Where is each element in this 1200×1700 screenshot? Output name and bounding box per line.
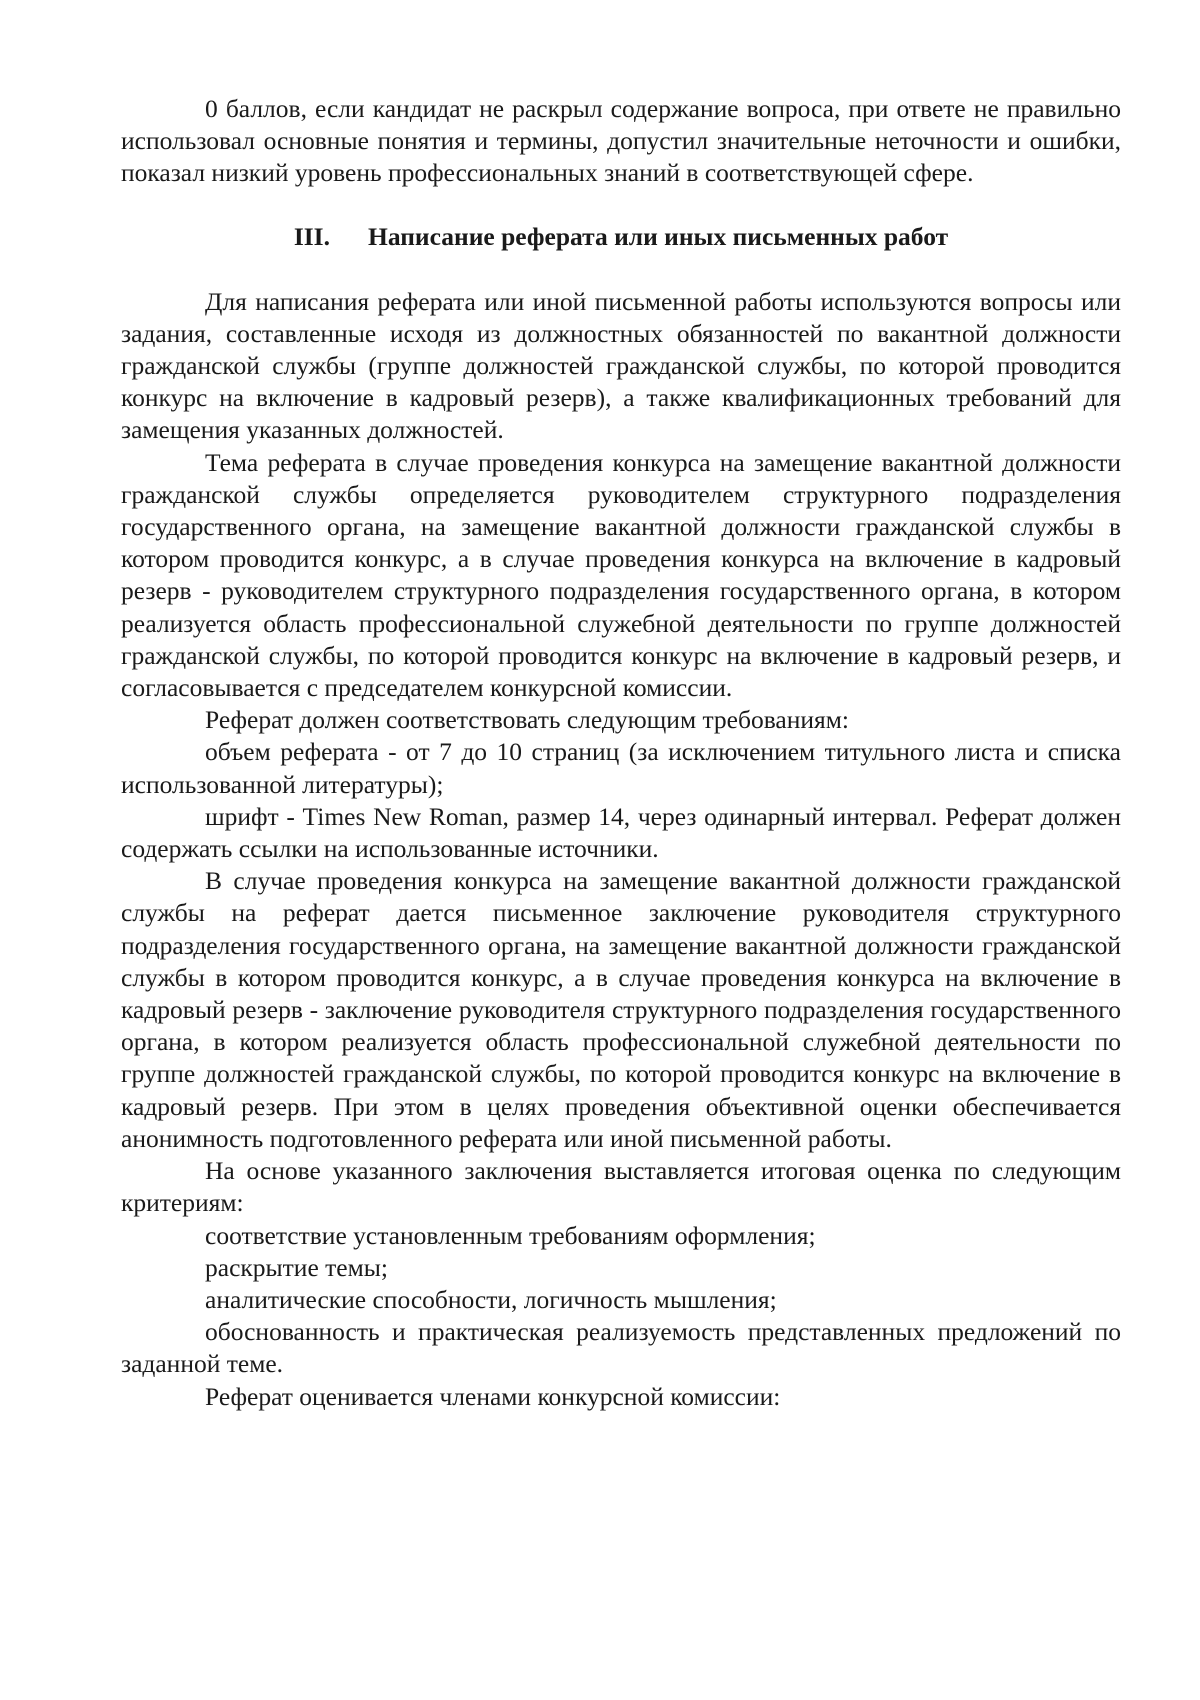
intro-paragraph: 0 баллов, если кандидат не раскрыл содержание вопроса, при ответе не правильно использовал основные понятия и термины, допустил значительные неточности и ошибки, показал низкий уровень профессиональных знаний в соответствующей сфере. bbox=[121, 94, 1121, 188]
closing-paragraph: Реферат оценивается членами конкурсной комиссии: bbox=[205, 1381, 781, 1411]
paragraph: Тема реферата в случае проведения конкурса на замещение вакантной должности гражданской службы определяется руководителем структурного подразделения государственного органа, на замещение вакантной должности гражданской службы в котором проводится конкурс, а в случае проведения конкурса на включение в кадровый резерв - руководителем структурного подразделения государственного органа, в котором реализуется область профессиональной служебной деятельности по группе должностей гражданской службы, по которой проводится конкурс на включение в кадровый резерв, и согласовывается с председателем конкурсной комиссии. bbox=[121, 447, 1121, 703]
criteria-item: раскрытие темы; bbox=[205, 1252, 388, 1282]
document-page bbox=[121, 93, 1121, 1413]
paragraph: В случае проведения конкурса на замещение вакантной должности гражданской службы на реферат дается письменное заключение руководителя структурного подразделения государственного органа, на замещение вакантной должности гражданской службы в котором проводится конкурс, а в случае проведения конкурса на включение в кадровый резерв - заключение руководителя структурного подразделения государственного органа, в котором реализуется область профессиональной служебной деятельности по группе должностей гражданской службы, по которой проводится конкурс на включение в кадровый резерв. При этом в целях проведения объективной оценки обеспечивается анонимность подготовленного реферата или иной письменной работы. bbox=[121, 866, 1121, 1153]
criteria-item: обоснованность и практическая реализуемость представленных предложений по заданной теме. bbox=[121, 1317, 1121, 1379]
paragraph: шрифт - Times New Roman, размер 14, через одинарный интервал. Реферат должен содержать ссылки на использованные источники. bbox=[121, 801, 1121, 864]
paragraph: Для написания реферата или иной письменной работы используются вопросы или задания, составленные исходя из должностных обязанностей по вакантной должности гражданской службы (группе должностей гражданской службы, по которой проводится конкурс на включение в кадровый резерв), а также квалификационных требований для замещения указанных должностей. bbox=[121, 286, 1121, 445]
criteria-item: соответствие установленным требованиям оформления; bbox=[205, 1220, 816, 1250]
criteria-item: аналитические способности, логичность мышления; bbox=[205, 1284, 777, 1314]
section-number: III. bbox=[293, 221, 330, 251]
paragraph: объем реферата - от 7 до 10 страниц (за исключением титульного листа и списка использованной литературы); bbox=[121, 737, 1121, 799]
section-title: Написание реферата или иных письменных работ bbox=[367, 221, 949, 251]
paragraph: Реферат должен соответствовать следующим требованиям: bbox=[205, 705, 849, 735]
paragraph: На основе указанного заключения выставляется итоговая оценка по следующим критериям: bbox=[121, 1156, 1121, 1218]
section-heading bbox=[121, 221, 1121, 253]
